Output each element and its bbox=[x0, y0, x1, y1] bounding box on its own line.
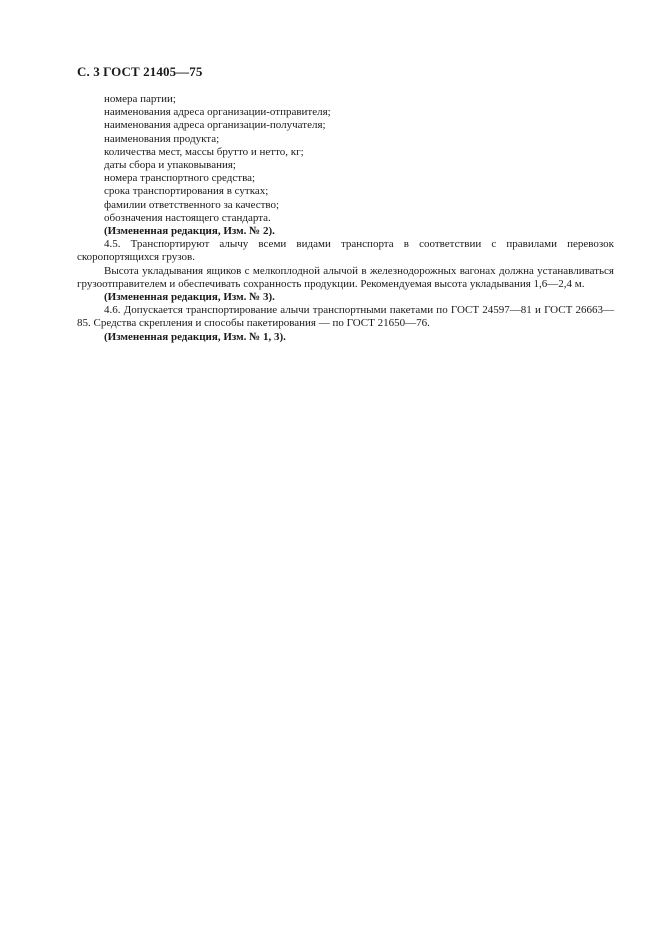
paragraph-stacking-height: Высота укладывания ящиков с мелкоплодной алычой в железнодорожных вагонах должна устанавливаться грузоотправителем и обеспечивать сохранность продукции. Рекомендуемая высота укладывания 1,6—2,4 м. bbox=[77, 264, 614, 290]
document-body bbox=[77, 93, 614, 344]
list-item: номера транспортного средства; bbox=[104, 172, 256, 185]
list-item: наименования продукта; bbox=[104, 132, 220, 145]
list-item: обозначения настоящего стандарта. bbox=[104, 211, 271, 224]
list-item: номера партии; bbox=[104, 93, 176, 105]
amendment-note: (Измененная редакция, Изм. № 3). bbox=[104, 291, 275, 304]
list-item: наименования адреса организации-получателя; bbox=[104, 119, 326, 132]
amendment-note: (Измененная редакция, Изм. № 2). bbox=[104, 225, 275, 238]
list-item: даты сбора и упаковывания; bbox=[104, 159, 236, 172]
list-item: фамилии ответственного за качество; bbox=[104, 198, 280, 211]
amendment-note: (Измененная редакция, Изм. № 1, 3). bbox=[104, 330, 286, 343]
list-item: наименования адреса организации-отправителя; bbox=[104, 106, 331, 119]
list-item: количества мест, массы брутто и нетто, кг; bbox=[104, 145, 304, 158]
list-item: срока транспортирования в сутках; bbox=[104, 185, 269, 198]
paragraph-4-6: 4.6. Допускается транспортирование алычи транспортными пакетами по ГОСТ 24597—81 и ГОСТ 26663—85. Средства скрепления и способы пакетирования — по ГОСТ 21650—76. bbox=[77, 304, 614, 330]
page-header: С. 3 ГОСТ 21405—75 bbox=[77, 64, 203, 79]
paragraph-4-5: 4.5. Транспортируют алычу всеми видами транспорта в соответствии с правилами перевозок скоропортящихся грузов. bbox=[77, 238, 614, 264]
